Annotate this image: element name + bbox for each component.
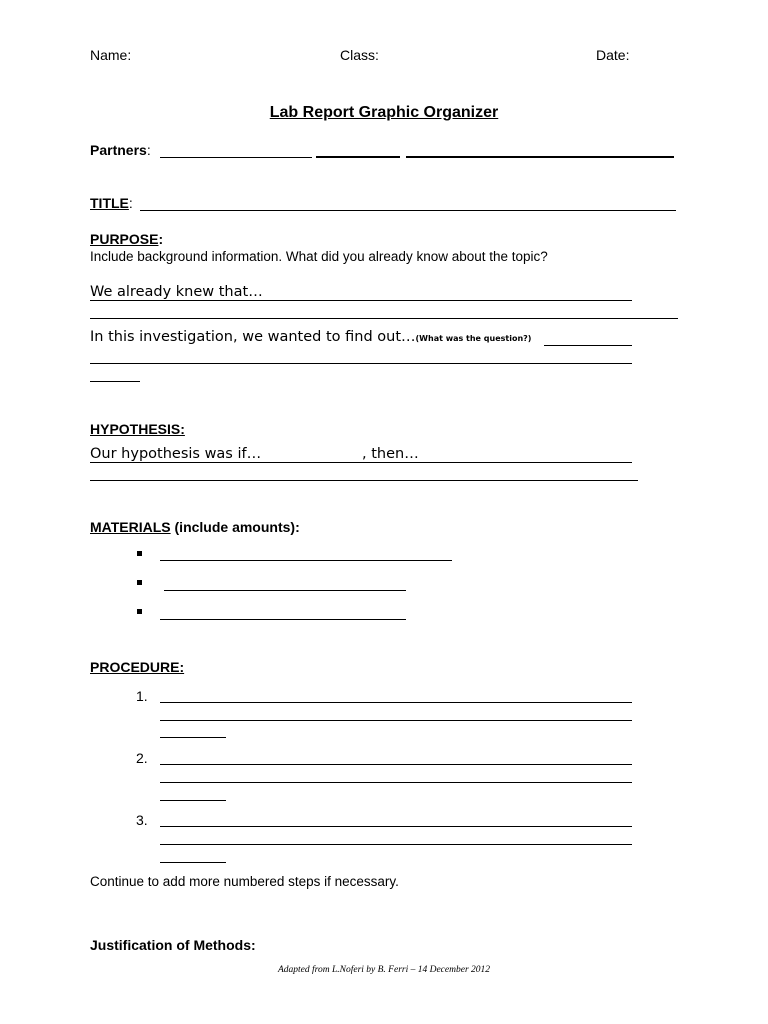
partners-colon: : [146,142,151,158]
materials-bullet-2 [137,580,142,585]
procedure-step-1-line-1[interactable] [160,702,632,703]
materials-note: (include amounts): [170,519,300,535]
hypothesis-line2[interactable] [90,480,638,481]
purpose-line1-prompt: We already knew that… [90,284,263,300]
procedure-step-number-2: 2. [136,750,148,766]
purpose-line2-blank[interactable] [544,345,632,346]
purpose-line2-prompt [90,329,531,345]
purpose-line2b[interactable] [90,363,632,364]
procedure-step-2-line-3[interactable] [160,800,226,801]
procedure-continue-note: Continue to add more numbered steps if necessary. [90,874,399,889]
hypothesis-prompt-mid: , then… [362,446,419,462]
title-label-text: TITLE [90,195,129,211]
hypothesis-line1[interactable] [90,462,632,463]
partners-line[interactable] [160,157,312,158]
procedure-step-3-line-3[interactable] [160,862,226,863]
title-line[interactable] [140,210,676,211]
partners-label-text: Partners [90,142,147,158]
procedure-step-number-1: 1. [136,688,148,704]
materials-line-2[interactable] [164,590,406,591]
purpose-heading-text: PURPOSE [90,231,159,247]
purpose-line1-underline[interactable] [90,300,632,301]
procedure-heading: PROCEDURE: [90,659,185,675]
title-colon: : [128,195,133,211]
partners-line-3[interactable] [406,156,674,158]
procedure-step-number-3: 3. [136,812,148,828]
title-label [90,195,133,211]
page-title: Lab Report Graphic Organizer [269,104,499,121]
materials-bullet-1 [137,551,142,556]
procedure-step-2-line-2[interactable] [160,782,632,783]
hypothesis-prompt-start: Our hypothesis was if… [90,446,262,462]
purpose-line2-hint: (What was the question?) [415,334,532,343]
materials-heading-text: MATERIALS [90,519,171,535]
purpose-line2-text: In this investigation, we wanted to find out… [90,329,416,345]
materials-heading [90,519,300,535]
purpose-line2c[interactable] [90,381,140,382]
materials-line-3[interactable] [160,619,406,620]
partners-label [90,142,151,158]
purpose-heading [90,231,163,247]
procedure-step-2-line-1[interactable] [160,764,632,765]
class-label: Class: [340,47,379,63]
hypothesis-heading: HYPOTHESIS: [90,421,185,437]
procedure-step-1-line-2[interactable] [160,720,632,721]
partners-line-2[interactable] [316,156,400,158]
purpose-line1b[interactable] [90,318,678,319]
purpose-colon: : [158,231,164,247]
justification-heading: Justification of Methods: [90,937,256,953]
name-label: Name: [90,47,132,63]
procedure-step-3-line-1[interactable] [160,826,632,827]
procedure-step-3-line-2[interactable] [160,844,632,845]
purpose-instruction: Include background information. What did you already know about the topic? [90,249,548,264]
materials-line-1[interactable] [160,560,452,561]
date-label: Date: [596,47,630,63]
procedure-step-1-line-3[interactable] [160,737,226,738]
page-footer: Adapted from L.Noferi by B. Ferri – 14 December 2012 [277,965,491,975]
materials-bullet-3 [137,609,142,614]
